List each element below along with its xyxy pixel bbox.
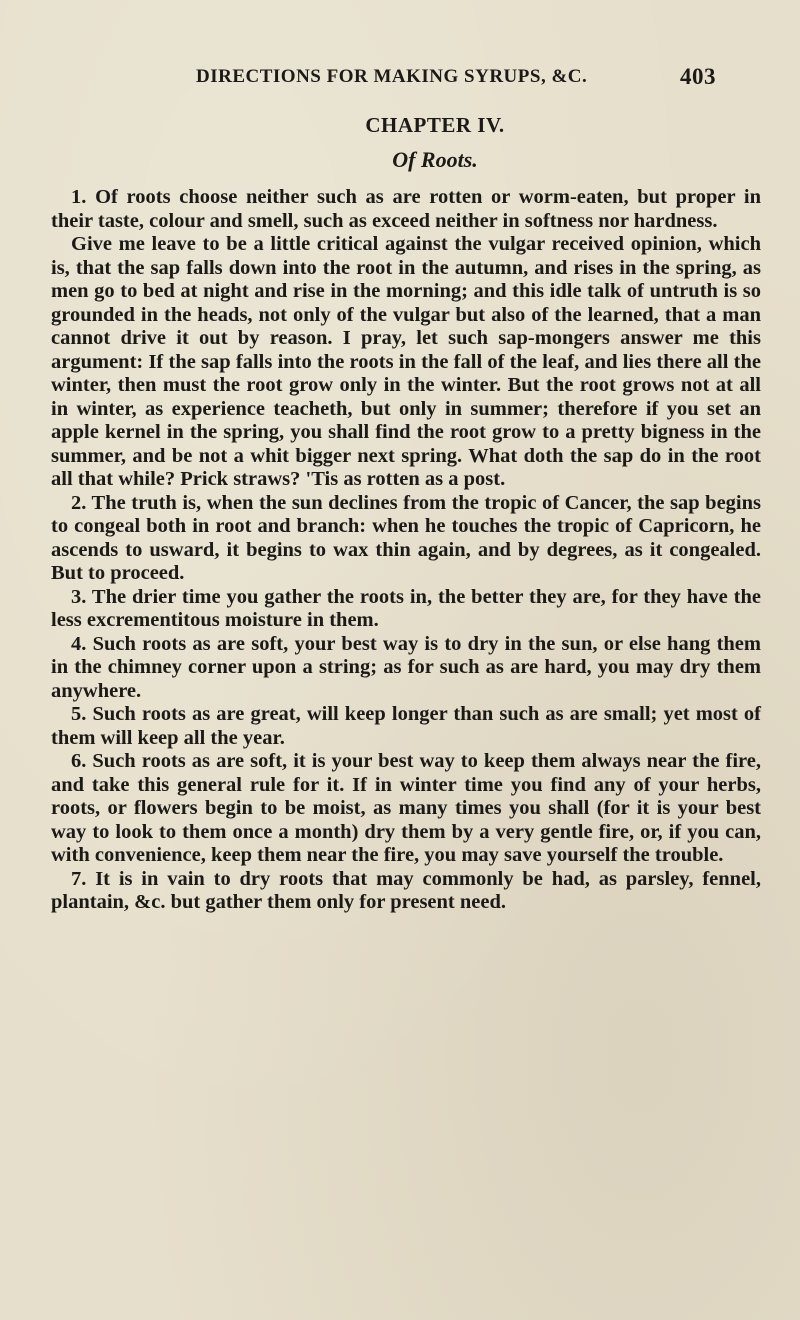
body-text xyxy=(51,186,761,915)
paragraph-7: 6. Such roots as are soft, it is your best way to keep them always near the fire, and take this general rule for it. If in winter time you find any of your herbs, roots, or flowers begin to be moist, as many times you shall (for it is your best way to look to them once a month) dry them by a very gentle fire, or, if you can, with convenience, keep them near the fire, you may save yourself the trouble. xyxy=(51,750,761,866)
page-number: 403 xyxy=(680,64,716,89)
chapter-heading: CHAPTER IV. xyxy=(365,113,505,137)
paragraph-5: 4. Such roots as are soft, your best way is to dry in the sun, or else hang them in the chimney corner upon a string; as for such as are hard, you may dry them anywhere. xyxy=(51,632,761,702)
paragraph-8: 7. It is in vain to dry roots that may commonly be had, as parsley, fennel, plantain, &c. but gather them only for present need. xyxy=(51,867,761,913)
running-head xyxy=(196,66,716,94)
paragraph-6: 5. Such roots as are great, will keep longer than such as are small; yet most of them will keep all the year. xyxy=(51,703,761,749)
chapter-subtitle: Of Roots. xyxy=(392,147,478,172)
paragraph-2: Give me leave to be a little critical against the vulgar received opinion, which is, that the sap falls down into the root in the autumn, and rises in the spring, as men go to bed at night and rise in the morning; and this idle talk of untruth is so grounded in the heads, not only of the vulgar but also of the learned, that a man cannot drive it out by reason. I pray, let such sap-mongers answer me this argument: If the sap falls into the roots in the fall of the leaf, and lies there all the winter, then must the root grow only in the winter. But the root grows not at all in winter, as experience teacheth, but only in summer; therefore if you set an apple kernel in the spring, you shall find the root grow to a pretty bigness in the summer, and be not a whit bigger next spring. What doth the sap do in the root all that while? Prick straws? 'Tis as rotten as a post. xyxy=(51,233,761,490)
paragraph-1: 1. Of roots choose neither such as are rotten or worm-eaten, but proper in their taste, colour and smell, such as exceed neither in softness nor hardness. xyxy=(51,186,761,232)
paragraph-3: 2. The truth is, when the sun declines from the tropic of Cancer, the sap begins to congeal both in root and branch: when he touches the tropic of Capricorn, he ascends to usward, it begins to wax thin again, and by degrees, as it congealed. But to proceed. xyxy=(51,491,761,584)
paragraph-4: 3. The drier time you gather the roots in, the better they are, for they have the less excrementitous moisture in them. xyxy=(51,585,761,631)
running-title: DIRECTIONS FOR MAKING SYRUPS, &C. xyxy=(196,66,588,87)
